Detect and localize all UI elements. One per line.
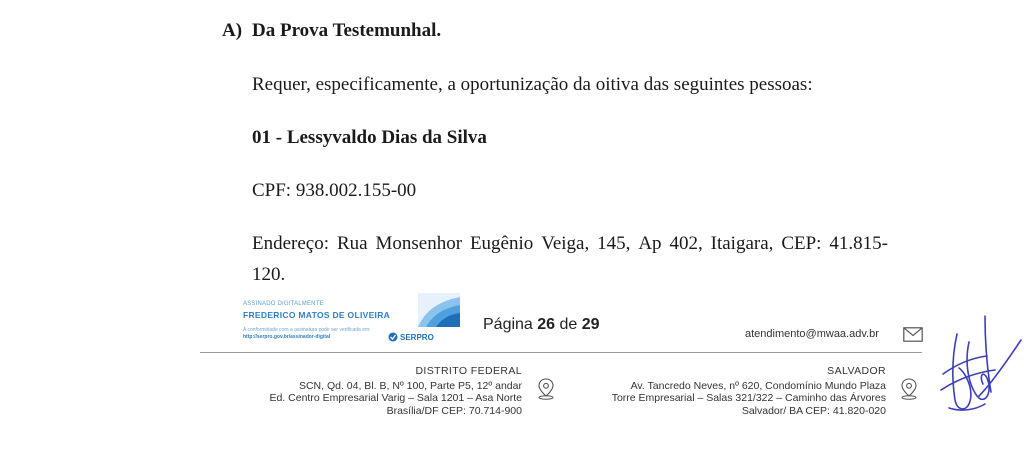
page-current: 26 (537, 316, 556, 333)
envelope-icon (903, 327, 923, 342)
address-word: Itaigara, (710, 233, 774, 254)
address-word: Veiga, (541, 233, 590, 254)
serpro-brand: SERPRO (400, 333, 434, 342)
witness-address-line-2: 120. (252, 264, 286, 285)
page-prefix: Página (483, 316, 533, 333)
witness-address-line-1 (252, 233, 888, 255)
address-word: Eugênio (469, 233, 534, 254)
section-heading (222, 20, 441, 42)
page-total: 29 (581, 316, 600, 333)
office-distrito-federal (269, 365, 522, 417)
section-title: Da Prova Testemunhal. (252, 20, 442, 41)
address-word: Rua (336, 233, 368, 254)
address-word: Monsenhor (375, 233, 463, 254)
office-address-line: SCN, Qd. 04, Bl. B, Nº 100, Parte P5, 12º andar (298, 379, 522, 392)
digital-signature-stamp (240, 293, 462, 349)
page-separator: de (559, 316, 578, 333)
office-city: SALVADOR (827, 365, 886, 377)
office-address-line: Brasília/DF CEP: 70.714-900 (386, 404, 522, 417)
address-word: 41.815- (829, 233, 888, 254)
address-word: 402, (669, 233, 703, 254)
office-address-line: Salvador/ BA CEP: 41.820-020 (741, 404, 886, 417)
contact-email: atendimento@mwaa.adv.br (745, 328, 879, 340)
office-salvador (612, 365, 886, 417)
office-address-line: Ed. Centro Empresarial Varig – Sala 1201 – Asa Norte (269, 392, 522, 404)
office-address-line: Av. Tancredo Neves, nº 620, Condomínio Mundo Plaza (630, 379, 886, 392)
office-address-line: Torre Empresarial – Salas 321/322 – Caminho das Árvores (611, 392, 886, 404)
address-word: Endereço: (252, 233, 330, 254)
location-pin-icon (900, 378, 918, 400)
section-marker: A) (222, 20, 243, 41)
stamp-verification-note: A conformidade com a assinatura pode ser verificada em: (243, 327, 371, 333)
serpro-wave-graphic (418, 293, 460, 327)
stamp-caption: ASSINADO DIGITALMENTE (243, 301, 324, 307)
stamp-verification-url: http://serpro.gov.br/assinador-digital (243, 334, 331, 340)
witness-cpf: CPF: 938.002.155-00 (252, 180, 417, 201)
address-word: CEP: (781, 233, 822, 254)
location-pin-icon (537, 378, 555, 400)
stamp-signer-name: FREDERICO MATOS DE OLIVEIRA (243, 310, 391, 320)
handwritten-signature (935, 312, 1024, 420)
request-paragraph: Requer, especificamente, a oportunização da oitiva das seguintes pessoas: (252, 74, 813, 95)
page-number (483, 316, 600, 334)
serpro-logo-icon (388, 332, 398, 342)
address-word: Ap (638, 233, 662, 254)
witness-name: 01 - Lessyvaldo Dias da Silva (252, 127, 487, 148)
office-city: DISTRITO FEDERAL (415, 365, 522, 377)
footer-divider (200, 352, 922, 353)
address-word: 145, (597, 233, 631, 254)
